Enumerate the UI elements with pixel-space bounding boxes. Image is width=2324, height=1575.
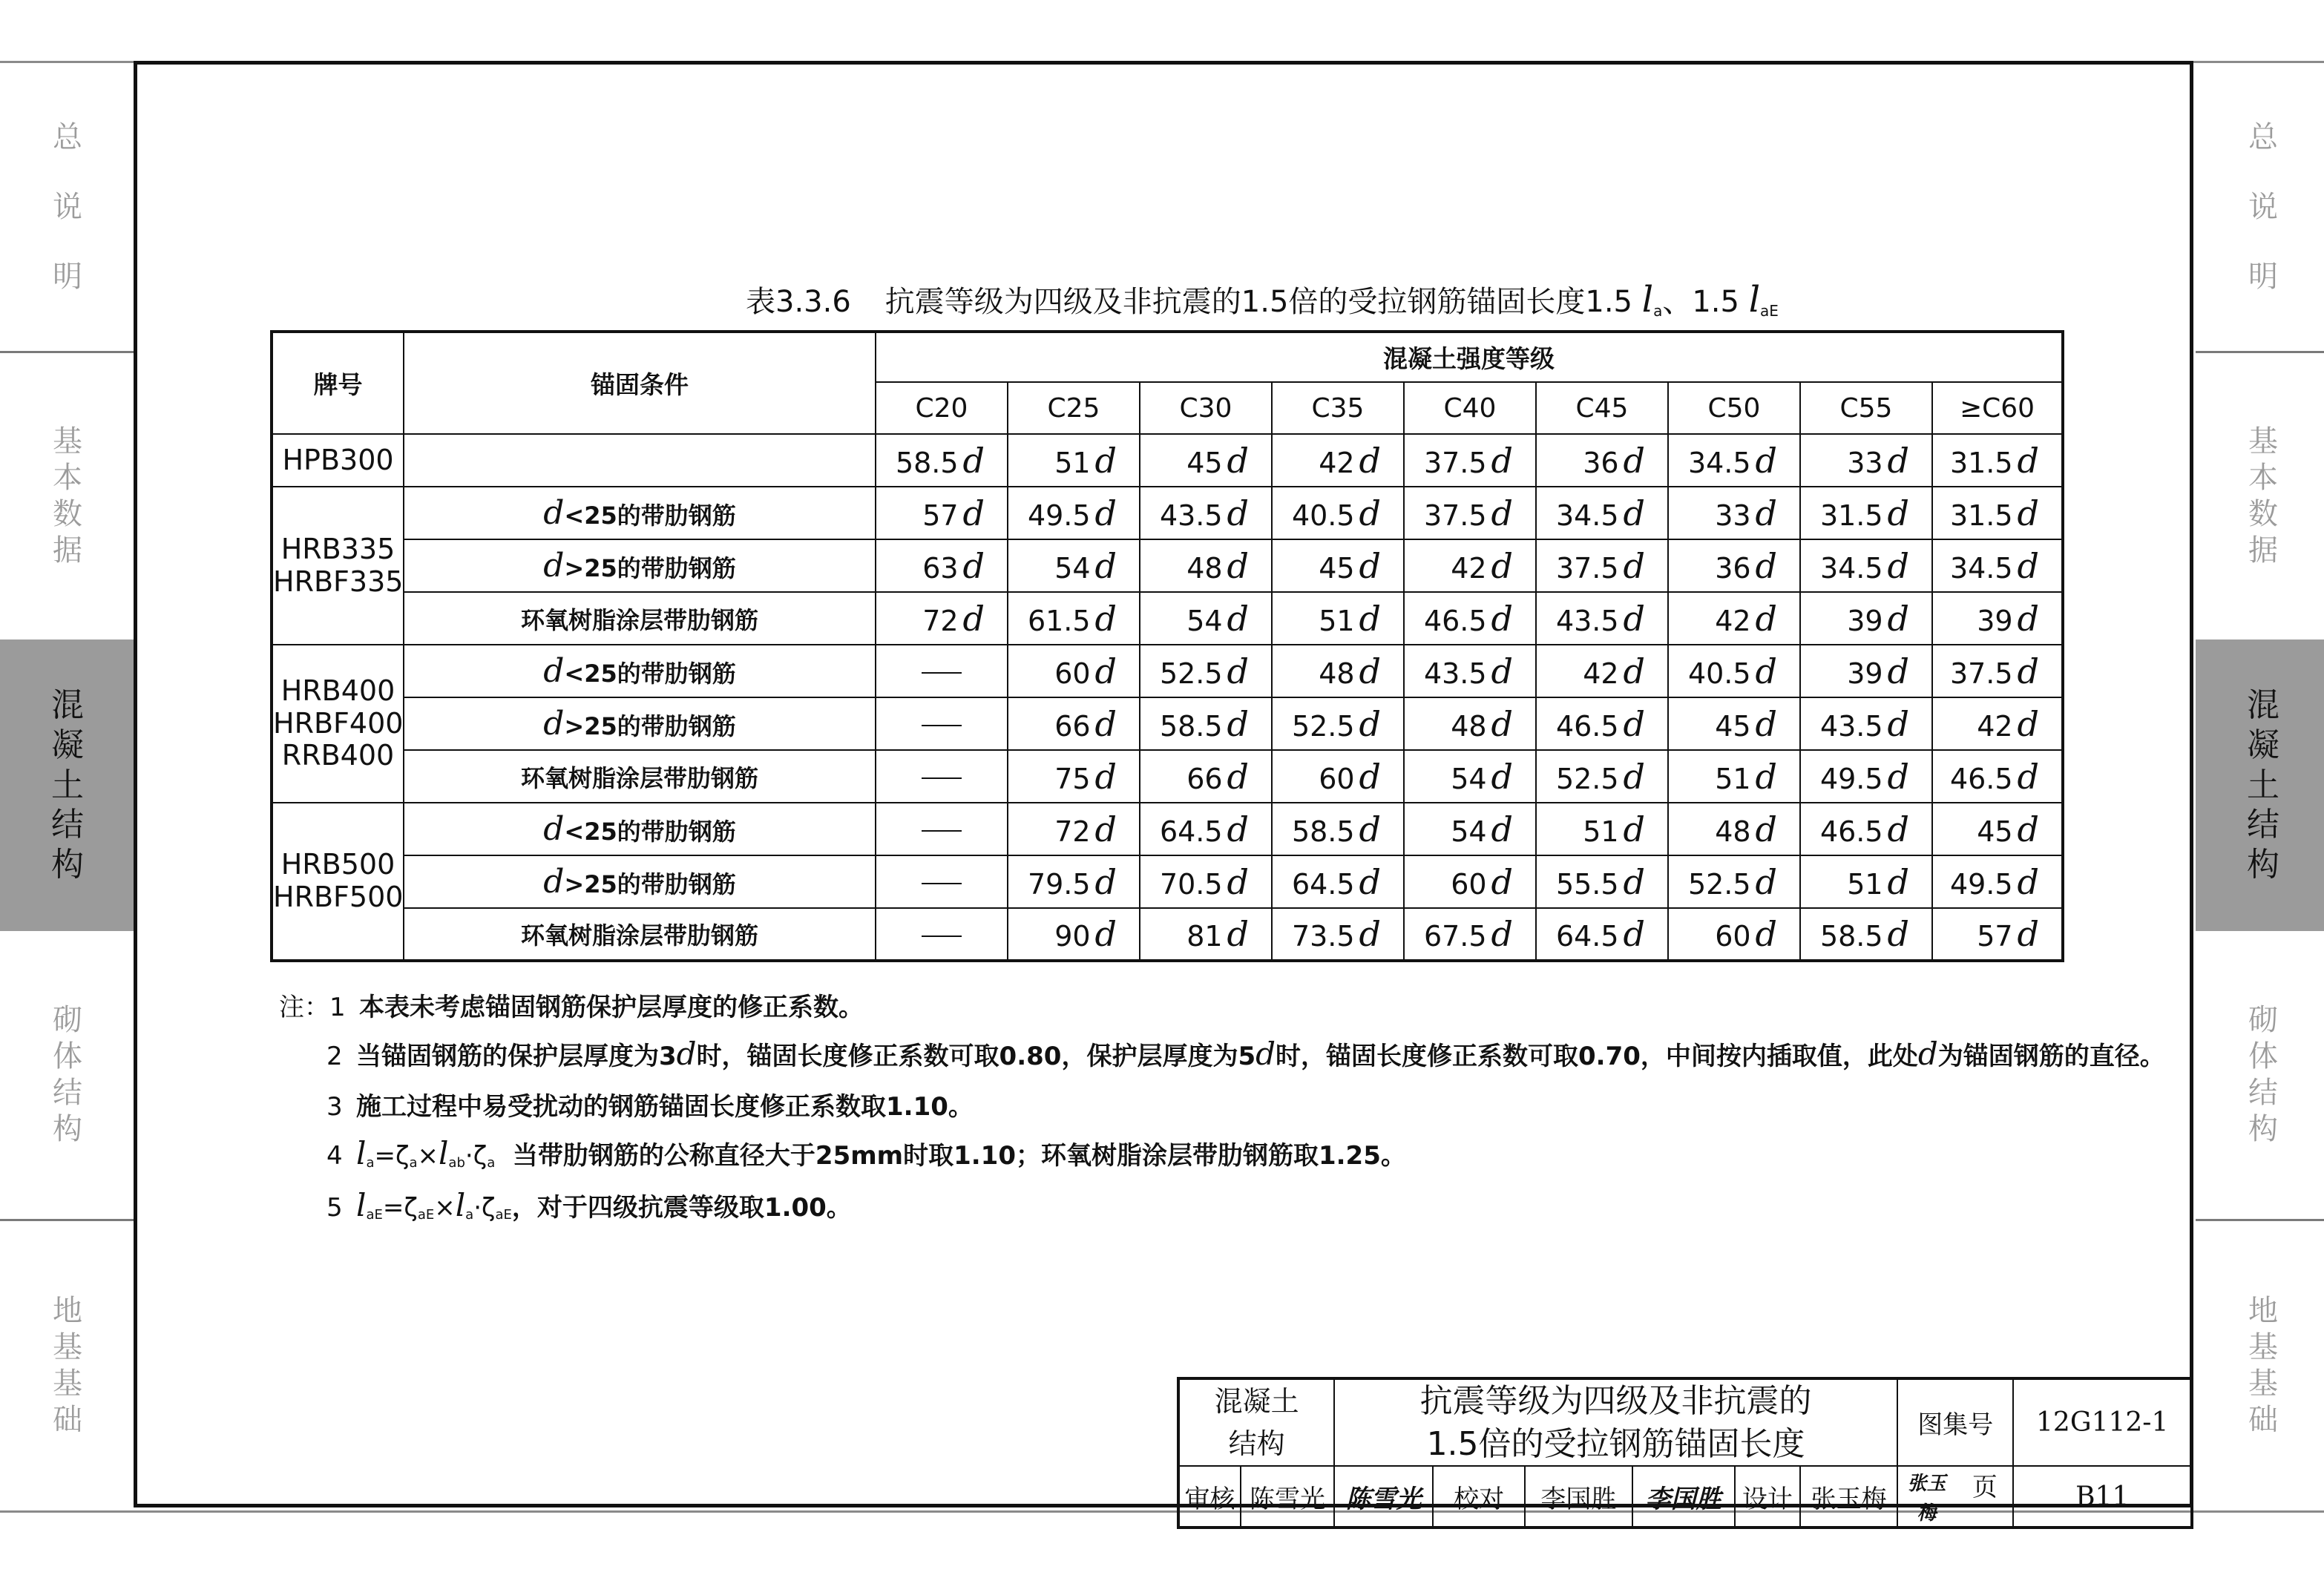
- table-row: [272, 803, 2063, 855]
- anchorage-value-cell: 52.5 d: [1668, 855, 1800, 908]
- anchorage-value-cell: 31.5 d: [1932, 434, 2063, 487]
- formula-text: ×: [417, 1141, 439, 1171]
- side-tab-char: 数: [53, 497, 82, 531]
- anchorage-value-cell: 60 d: [1008, 645, 1140, 697]
- side-tab-char: 本: [53, 461, 82, 496]
- side-tab-char: 总: [2248, 120, 2278, 154]
- formula-subscript: aE: [366, 1207, 383, 1223]
- side-tab-char: 说: [53, 190, 82, 224]
- anchorage-value-cell: 57 d: [1932, 908, 2063, 961]
- anchorage-value-cell: 49.5 d: [1008, 487, 1140, 539]
- anchorage-condition-cell: d>25的带肋钢筋: [404, 697, 876, 750]
- side-tab-concrete[interactable]: [0, 639, 135, 931]
- d-symbol: d: [1255, 1036, 1276, 1072]
- anchorage-value-cell: 31.5 d: [1800, 487, 1932, 539]
- anchorage-value-cell: 63 d: [876, 539, 1008, 592]
- table-row: [272, 645, 2063, 697]
- side-tab-char: 明: [53, 260, 82, 294]
- side-tab-foundation[interactable]: [2196, 1221, 2324, 1510]
- anchorage-value-cell: 31.5 d: [1932, 487, 2063, 539]
- side-tab-char: 砌: [2248, 1003, 2278, 1038]
- anchorage-value-cell: 51 d: [1008, 434, 1140, 487]
- note-text: 时，锚固长度修正系数可取0.70，中间按内插取值，此处: [1276, 1042, 1918, 1071]
- reviewer-signature: 陈雪光: [1334, 1466, 1433, 1528]
- anchorage-value-cell: 58.5 d: [1800, 908, 1932, 961]
- anchorage-value-cell: 60 d: [1404, 855, 1536, 908]
- design-label: 设计: [1735, 1466, 1801, 1528]
- anchorage-value-cell: 72 d: [876, 592, 1008, 645]
- side-tab-char: 构: [2247, 846, 2279, 884]
- anchorage-value-cell: 43.5 d: [1536, 592, 1668, 645]
- note-text: 为锚固钢筋的直径。: [1937, 1042, 2165, 1071]
- anchorage-value-cell: 72 d: [1008, 803, 1140, 855]
- side-tab-foundation[interactable]: [0, 1221, 135, 1510]
- side-tab-char: 础: [53, 1402, 82, 1437]
- right-side-index: [2196, 0, 2324, 1575]
- side-tab-char: 结: [53, 1076, 82, 1110]
- designer-name: 张玉梅: [1800, 1466, 1897, 1528]
- table-number: 表3.3.6: [746, 285, 851, 319]
- side-tab-char: 础: [2248, 1402, 2278, 1437]
- formula-text: =ζ: [382, 1193, 418, 1223]
- anchorage-value-cell: 64.5 d: [1140, 803, 1272, 855]
- side-tab-char: 土: [51, 766, 84, 804]
- side-tab-char: 基: [53, 1330, 82, 1365]
- anchorage-value-cell: 42 d: [1536, 645, 1668, 697]
- header-grade: 牌号: [272, 332, 404, 434]
- steel-grade-cell: HPB300: [272, 434, 404, 487]
- concrete-class-header: C35: [1272, 382, 1404, 434]
- table-row: [272, 697, 2063, 750]
- table-row: [272, 750, 2063, 803]
- note-5: [326, 1187, 852, 1223]
- anchorage-condition-cell: d<25的带肋钢筋: [404, 645, 876, 697]
- atlas-number: 12G112-1: [2013, 1378, 2192, 1466]
- d-symbol: d: [1917, 1036, 1938, 1072]
- anchorage-condition-cell: d>25的带肋钢筋: [404, 539, 876, 592]
- note-text: 时，锚固长度修正系数可取0.80，保护层厚度为5: [696, 1042, 1256, 1071]
- side-tab-char: 地: [2248, 1294, 2278, 1329]
- side-tab-char: 砌: [53, 1003, 82, 1038]
- side-tab-char: 地: [53, 1294, 82, 1329]
- note-text: 本表未考虑锚固钢筋保护层厚度的修正系数。: [359, 993, 864, 1022]
- checker-signature: 李国胜: [1632, 1466, 1735, 1528]
- side-tab-char: 结: [2248, 1076, 2278, 1110]
- side-tab-char: 构: [53, 1111, 82, 1146]
- title-line: 1.5倍的受拉钢筋锚固长度: [1426, 1424, 1805, 1463]
- anchorage-value-cell: 48 d: [1140, 539, 1272, 592]
- anchorage-value-cell: 33 d: [1668, 487, 1800, 539]
- drawing-title: [1334, 1378, 1897, 1466]
- la-symbol: l: [1641, 279, 1654, 320]
- empty-value-cell: [876, 908, 1008, 961]
- anchorage-value-cell: 39 d: [1800, 645, 1932, 697]
- side-tab-char: 基: [2248, 1330, 2278, 1365]
- side-tab-char: 据: [2248, 533, 2278, 568]
- side-tab-char: 基: [2248, 424, 2278, 459]
- anchorage-condition-cell: 环氧树脂涂层带肋钢筋: [404, 750, 876, 803]
- anchorage-value-cell: 52.5 d: [1140, 645, 1272, 697]
- concrete-class-header: ≥C60: [1932, 382, 2063, 434]
- concrete-class-header: C20: [876, 382, 1008, 434]
- anchorage-value-cell: 36 d: [1668, 539, 1800, 592]
- formula-text: =ζ: [374, 1141, 410, 1171]
- left-side-index: [0, 0, 135, 1575]
- anchorage-condition-cell: d<25的带肋钢筋: [404, 487, 876, 539]
- side-tab-char: 基: [2248, 1367, 2278, 1401]
- page-number: B11: [2013, 1466, 2192, 1528]
- side-tab-char: 凝: [2247, 726, 2279, 764]
- anchorage-value-cell: 34.5 d: [1536, 487, 1668, 539]
- anchorage-value-cell: 54 d: [1008, 539, 1140, 592]
- side-tab-char: 数: [2248, 497, 2278, 531]
- anchorage-value-cell: 54 d: [1404, 750, 1536, 803]
- anchorage-value-cell: 48 d: [1668, 803, 1800, 855]
- side-tab-masonry[interactable]: [2196, 931, 2324, 1219]
- anchorage-value-cell: 37.5 d: [1932, 645, 2063, 697]
- table-row: [272, 855, 2063, 908]
- review-label: 审核: [1178, 1466, 1241, 1528]
- note-number: 1: [329, 993, 346, 1022]
- note-number: 4: [326, 1141, 343, 1171]
- d-symbol: d: [676, 1036, 697, 1072]
- page-label: 张玉梅 页: [1897, 1466, 2013, 1528]
- table-row: [272, 539, 2063, 592]
- side-tab-char: 构: [51, 846, 84, 884]
- side-tab-char: 混: [2247, 686, 2279, 725]
- side-tab-char: 明: [2248, 260, 2278, 294]
- formula-symbol: l: [356, 1187, 367, 1223]
- table-body: [272, 434, 2063, 961]
- drawing-category: [1178, 1378, 1334, 1466]
- side-tab-char: 体: [53, 1039, 82, 1074]
- anchorage-value-cell: 37.5 d: [1536, 539, 1668, 592]
- note-number: 2: [326, 1042, 343, 1071]
- anchorage-condition-cell: d<25的带肋钢筋: [404, 803, 876, 855]
- checker-name: 李国胜: [1525, 1466, 1632, 1528]
- formula-subscript: a: [487, 1155, 496, 1171]
- steel-grade-cell: HRB335 HRBF335: [272, 487, 404, 645]
- side-tab-basic-data[interactable]: [0, 353, 135, 639]
- anchorage-value-cell: 40.5 d: [1668, 645, 1800, 697]
- steel-grade-cell: HRB500 HRBF500: [272, 803, 404, 961]
- side-tab-concrete[interactable]: [2196, 639, 2324, 931]
- note-2: [326, 1036, 2165, 1072]
- table-row: [272, 487, 2063, 539]
- anchorage-value-cell: 51 d: [1800, 855, 1932, 908]
- anchorage-value-cell: 34.5 d: [1668, 434, 1800, 487]
- anchorage-value-cell: 58.5 d: [1140, 697, 1272, 750]
- notes-label: 注：: [279, 993, 329, 1022]
- side-tab-char: 说: [2248, 190, 2278, 224]
- concrete-class-header: C55: [1800, 382, 1932, 434]
- anchorage-value-cell: 57 d: [876, 487, 1008, 539]
- reviewer-name: 陈雪光: [1241, 1466, 1334, 1528]
- side-tab-char: 基: [53, 424, 82, 459]
- check-label: 校对: [1433, 1466, 1525, 1528]
- table-row: [272, 908, 2063, 961]
- anchorage-value-cell: 37.5 d: [1404, 487, 1536, 539]
- anchorage-value-cell: 45 d: [1272, 539, 1404, 592]
- anchorage-value-cell: 36 d: [1536, 434, 1668, 487]
- category-line: 结构: [1228, 1427, 1285, 1460]
- anchorage-value-cell: 66 d: [1140, 750, 1272, 803]
- anchorage-value-cell: 49.5 d: [1800, 750, 1932, 803]
- formula-subscript: a: [465, 1207, 474, 1223]
- anchorage-value-cell: 39 d: [1800, 592, 1932, 645]
- anchorage-length-table: [270, 330, 2064, 962]
- anchorage-value-cell: 52.5 d: [1536, 750, 1668, 803]
- anchorage-value-cell: 45 d: [1140, 434, 1272, 487]
- note-1: [279, 987, 864, 1023]
- anchorage-value-cell: 73.5 d: [1272, 908, 1404, 961]
- formula-subscript: ab: [448, 1155, 465, 1171]
- side-tab-char: 体: [2248, 1039, 2278, 1074]
- lae-symbol: l: [1748, 279, 1761, 320]
- anchorage-value-cell: 40.5 d: [1272, 487, 1404, 539]
- anchorage-value-cell: 42 d: [1272, 434, 1404, 487]
- empty-value-cell: [876, 803, 1008, 855]
- side-tab-char: 结: [51, 806, 84, 844]
- anchorage-value-cell: 45 d: [1668, 697, 1800, 750]
- anchorage-value-cell: 64.5 d: [1536, 908, 1668, 961]
- empty-value-cell: [876, 750, 1008, 803]
- anchorage-value-cell: 39 d: [1932, 592, 2063, 645]
- anchorage-value-cell: 61.5 d: [1008, 592, 1140, 645]
- side-tab-masonry[interactable]: [0, 931, 135, 1219]
- side-tab-char: 凝: [51, 726, 84, 764]
- anchorage-value-cell: 33 d: [1800, 434, 1932, 487]
- title-block: [1177, 1377, 2193, 1529]
- formula-symbol: l: [438, 1135, 449, 1171]
- formula-text: ·ζ: [473, 1193, 496, 1223]
- side-tab-char: 结: [2247, 806, 2279, 844]
- formula-symbol: l: [356, 1135, 367, 1171]
- empty-value-cell: [876, 855, 1008, 908]
- side-tab-char: 混: [51, 686, 84, 725]
- anchorage-value-cell: 58.5 d: [876, 434, 1008, 487]
- anchorage-value-cell: 51 d: [1272, 592, 1404, 645]
- note-text: 施工过程中易受扰动的钢筋锚固长度修正系数取1.10。: [356, 1092, 974, 1122]
- anchorage-value-cell: 58.5 d: [1272, 803, 1404, 855]
- note-text: 当带肋钢筋的公称直径大于25mm时取1.10；环氧树脂涂层带肋钢筋取1.25。: [512, 1141, 1406, 1171]
- concrete-class-header: C25: [1008, 382, 1140, 434]
- designer-signature: 张玉梅: [1907, 1473, 1946, 1525]
- anchorage-value-cell: 42 d: [1932, 697, 2063, 750]
- side-tab-general[interactable]: [0, 63, 135, 351]
- formula-subscript: a: [366, 1155, 375, 1171]
- anchorage-value-cell: 43.5 d: [1404, 645, 1536, 697]
- side-tab-char: 据: [53, 533, 82, 568]
- anchorage-value-cell: 48 d: [1404, 697, 1536, 750]
- concrete-class-header: C40: [1404, 382, 1536, 434]
- anchorage-value-cell: 54 d: [1404, 803, 1536, 855]
- formula-text: ·ζ: [465, 1141, 488, 1171]
- formula-symbol: l: [455, 1187, 466, 1223]
- anchorage-value-cell: 64.5 d: [1272, 855, 1404, 908]
- anchorage-value-cell: 79.5 d: [1008, 855, 1140, 908]
- side-tab-general[interactable]: [2196, 63, 2324, 351]
- anchorage-value-cell: 70.5 d: [1140, 855, 1272, 908]
- concrete-class-header: C45: [1536, 382, 1668, 434]
- atlas-number-label: 图集号: [1897, 1378, 2013, 1466]
- anchorage-value-cell: 48 d: [1272, 645, 1404, 697]
- empty-value-cell: [876, 645, 1008, 697]
- anchorage-value-cell: 51 d: [1668, 750, 1800, 803]
- formula-subscript: a: [409, 1155, 418, 1171]
- anchorage-value-cell: 46.5 d: [1404, 592, 1536, 645]
- anchorage-value-cell: 60 d: [1272, 750, 1404, 803]
- anchorage-value-cell: 55.5 d: [1536, 855, 1668, 908]
- anchorage-value-cell: 90 d: [1008, 908, 1140, 961]
- anchorage-value-cell: 75 d: [1008, 750, 1140, 803]
- anchorage-value-cell: 52.5 d: [1272, 697, 1404, 750]
- note-text: 当锚固钢筋的保护层厚度为3: [356, 1042, 677, 1071]
- anchorage-value-cell: 81 d: [1140, 908, 1272, 961]
- header-condition: 锚固条件: [404, 332, 876, 434]
- side-tab-char: 构: [2248, 1111, 2278, 1146]
- anchorage-condition-cell: d>25的带肋钢筋: [404, 855, 876, 908]
- formula-text: ×: [434, 1193, 456, 1223]
- header-concrete-grade: 混凝土强度等级: [876, 332, 2063, 382]
- anchorage-value-cell: 34.5 d: [1800, 539, 1932, 592]
- concrete-class-header: C30: [1140, 382, 1272, 434]
- anchorage-value-cell: 54 d: [1140, 592, 1272, 645]
- caption-separator: 、1.5: [1662, 285, 1749, 319]
- table-title: 抗震等级为四级及非抗震的1.5倍的受拉钢筋锚固长度1.5: [884, 285, 1642, 319]
- concrete-class-header: C50: [1668, 382, 1800, 434]
- side-tab-char: 基: [53, 1367, 82, 1401]
- table-row: [272, 434, 2063, 487]
- lae-subscript: aE: [1760, 302, 1779, 320]
- category-line: 混凝土: [1214, 1384, 1299, 1418]
- note-number: 5: [326, 1193, 343, 1223]
- la-subscript: a: [1653, 302, 1663, 320]
- anchorage-condition-cell: [404, 434, 876, 487]
- note-text: ，对于四级抗震等级取1.00。: [511, 1193, 852, 1223]
- anchorage-value-cell: 34.5 d: [1932, 539, 2063, 592]
- anchorage-value-cell: 46.5 d: [1536, 697, 1668, 750]
- anchorage-value-cell: 43.5 d: [1800, 697, 1932, 750]
- anchorage-value-cell: 42 d: [1668, 592, 1800, 645]
- anchorage-value-cell: 67.5 d: [1404, 908, 1536, 961]
- anchorage-value-cell: 51 d: [1536, 803, 1668, 855]
- anchorage-condition-cell: 环氧树脂涂层带肋钢筋: [404, 908, 876, 961]
- note-4: [326, 1135, 1406, 1171]
- side-tab-char: 总: [53, 120, 82, 154]
- steel-grade-cell: HRB400 HRBF400 RRB400: [272, 645, 404, 803]
- anchorage-value-cell: 45 d: [1932, 803, 2063, 855]
- anchorage-condition-cell: 环氧树脂涂层带肋钢筋: [404, 592, 876, 645]
- table-caption: [746, 278, 1779, 320]
- empty-value-cell: [876, 697, 1008, 750]
- side-tab-basic-data[interactable]: [2196, 353, 2324, 639]
- side-tab-char: 土: [2247, 766, 2279, 804]
- formula-subscript: aE: [417, 1207, 435, 1223]
- side-tab-char: 本: [2248, 461, 2278, 496]
- table-row: [272, 592, 2063, 645]
- anchorage-value-cell: 43.5 d: [1140, 487, 1272, 539]
- anchorage-value-cell: 66 d: [1008, 697, 1140, 750]
- anchorage-value-cell: 42 d: [1404, 539, 1536, 592]
- anchorage-value-cell: 37.5 d: [1404, 434, 1536, 487]
- anchorage-value-cell: 46.5 d: [1932, 750, 2063, 803]
- anchorage-value-cell: 49.5 d: [1932, 855, 2063, 908]
- anchorage-value-cell: 46.5 d: [1800, 803, 1932, 855]
- note-number: 3: [326, 1092, 343, 1122]
- note-3: [326, 1086, 974, 1122]
- title-line: 抗震等级为四级及非抗震的: [1419, 1382, 1812, 1421]
- anchorage-value-cell: 60 d: [1668, 908, 1800, 961]
- formula-subscript: aE: [495, 1207, 512, 1223]
